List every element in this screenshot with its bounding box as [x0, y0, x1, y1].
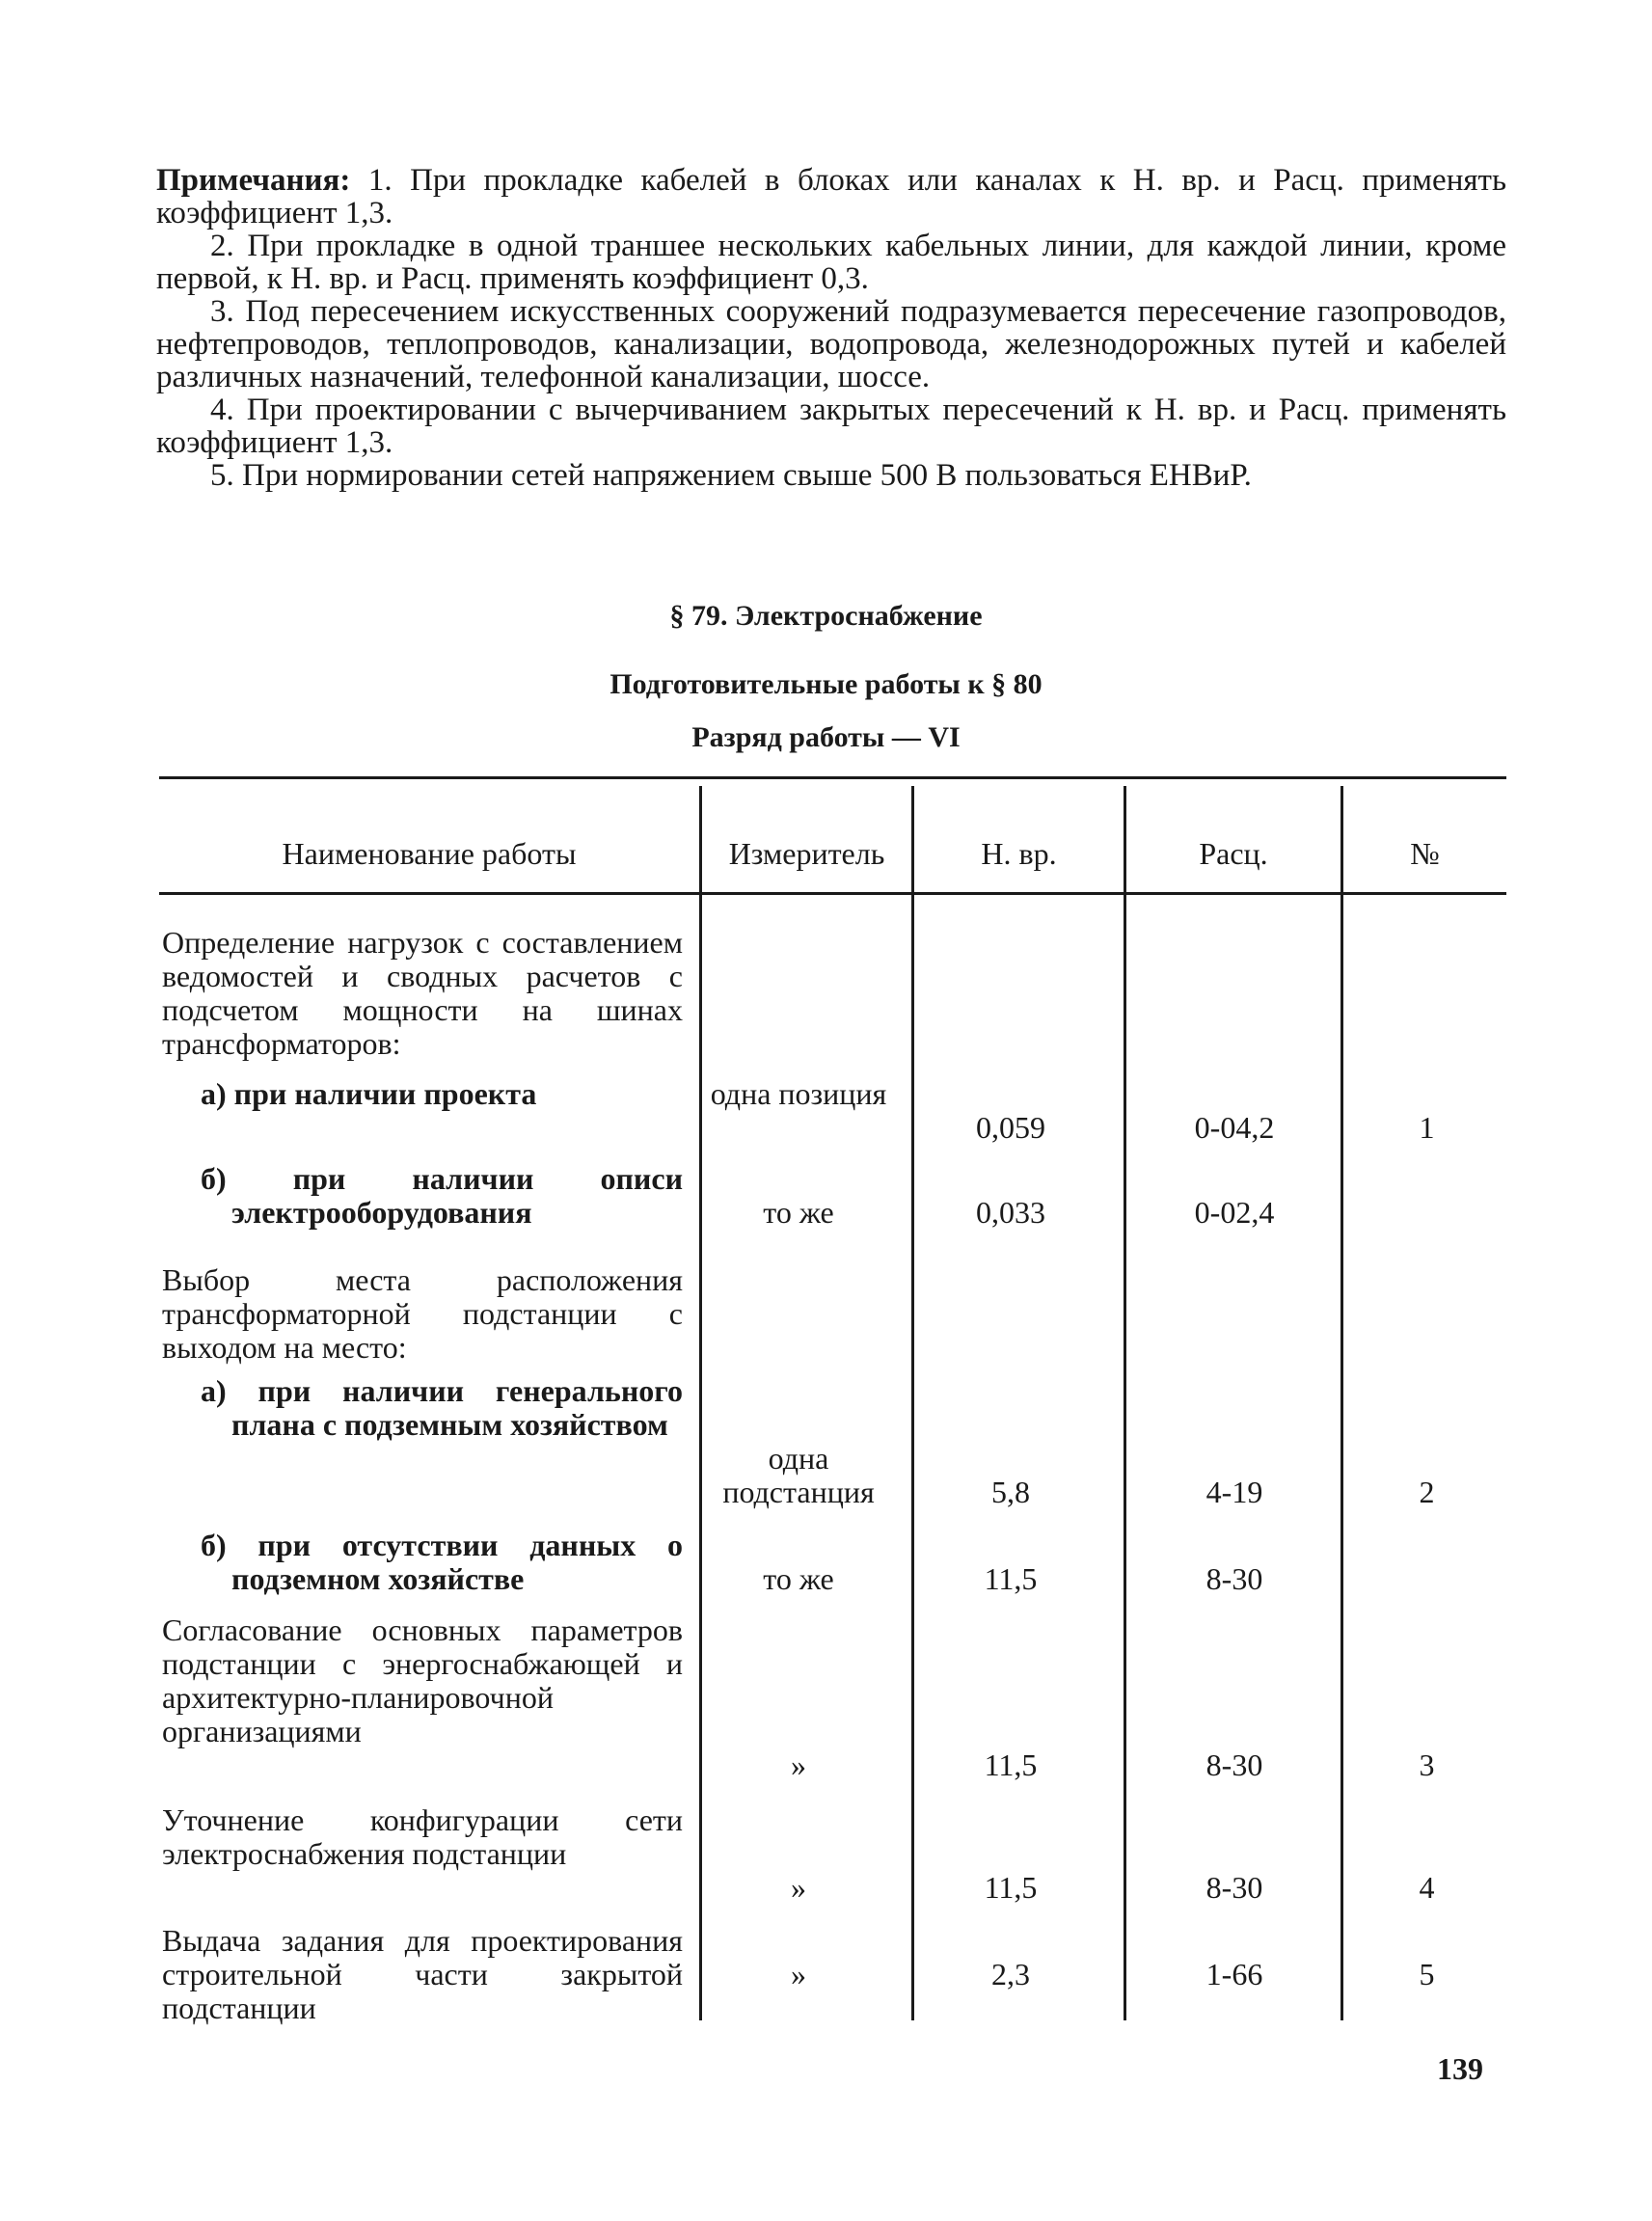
header-time-norm: Н. вр.: [981, 835, 1057, 871]
column-divider: [699, 786, 702, 2020]
notes-title: Примечания:: [156, 163, 351, 198]
column-divider: [1124, 786, 1126, 2020]
note-4: 4. При проектировании с вычерчиванием закрытых пересечений к Н. вр. и Расц. применять коэффициент 1,3.: [156, 393, 1506, 460]
table-row-rate: 0-02,4: [1194, 1195, 1275, 1230]
header-rate: Расц.: [1199, 835, 1268, 871]
note-3: 3. Под пересечением искусственных сооружений подразумевается пересечение газопроводов, нефтепроводов, теплопроводов, канализации, водопровода, железнодорожных путей и кабелей различных назначений, телефонной канализации, шоссе.: [156, 294, 1506, 394]
table-row-rate: 0-04,2: [1194, 1110, 1275, 1145]
table-row-desc: Уточнение конфигурации сети электроснабжения подстанции: [162, 1802, 683, 1871]
table-row-number: 5: [1419, 1957, 1435, 1991]
column-divider: [1341, 786, 1343, 2020]
header-work-name: Наименование работы: [282, 835, 577, 871]
table-row-measure: »: [791, 1747, 806, 1782]
note-2: 2. При прокладке в одной траншее нескольких кабельных линии, для каждой линии, кроме первой, к Н. вр. и Расц. применять коэффициент 0,3.: [156, 229, 1506, 296]
norms-table: [159, 776, 1506, 2030]
table-row-desc: б) при наличии описи электрооборудования: [201, 1161, 683, 1230]
table-row-desc: а) при наличии проекта: [201, 1076, 537, 1111]
table-row-measure: »: [791, 1870, 806, 1905]
section-title: § 79. Электроснабжение: [669, 600, 983, 632]
table-row-number: 3: [1419, 1747, 1435, 1782]
table-row-desc: Определение нагрузок с составлением ведомостей и сводных расчетов с подсчетом мощности на шинах трансформаторов:: [162, 925, 683, 1061]
table-row-desc: Согласование основных параметров подстанции с энергоснабжающей и архитектурно-планировочной организациями: [162, 1612, 683, 1748]
table-row-time-norm: 2,3: [991, 1957, 1030, 1991]
header-measure: Измеритель: [728, 835, 885, 871]
table-row-rate: 4-19: [1205, 1475, 1263, 1509]
table-row-time-norm: 11,5: [984, 1561, 1038, 1596]
table-top-rule: [159, 776, 1506, 779]
table-row-time-norm: 11,5: [984, 1870, 1038, 1905]
table-row-rate: 1-66: [1205, 1957, 1263, 1991]
table-row-desc: а) при наличии генерального плана с подземным хозяйством: [201, 1373, 683, 1442]
table-row-measure: то же: [763, 1561, 834, 1596]
table-row-time-norm: 0,033: [976, 1195, 1045, 1230]
header-bottom-rule: [159, 892, 1506, 895]
note-5: 5. При нормировании сетей напряжением свыше 500 В пользоваться ЕНВиР.: [210, 458, 1252, 493]
table-row-measure: одна подстанция: [722, 1441, 875, 1509]
table-row-time-norm: 0,059: [976, 1110, 1045, 1145]
table-row-number: 1: [1419, 1110, 1435, 1145]
table-row-time-norm: 5,8: [991, 1475, 1030, 1509]
table-row-number: 4: [1419, 1870, 1435, 1905]
table-row-rate: 8-30: [1205, 1870, 1263, 1905]
column-divider: [911, 786, 914, 2020]
table-row-desc: Выдача задания для проектирования строительной части закрытой подстанции: [162, 1923, 683, 2025]
table-row-rate: 8-30: [1205, 1747, 1263, 1782]
table-row-rate: 8-30: [1205, 1561, 1263, 1596]
table-row-measure: одна позиция: [710, 1076, 887, 1111]
header-number: №: [1410, 835, 1440, 871]
table-row-desc: Выбор места расположения трансформаторной подстанции с выходом на место:: [162, 1262, 683, 1365]
grade-label: Разряд работы — VI: [691, 721, 961, 753]
note-1: Примечания: 1. При прокладке кабелей в блоках или каналах к Н. вр. и Расц. применять коэффициент 1,3.: [156, 163, 1507, 230]
table-row-measure: то же: [763, 1195, 834, 1230]
table-row-measure: »: [791, 1957, 806, 1991]
table-row-time-norm: 11,5: [984, 1747, 1038, 1782]
table-row-number: 2: [1419, 1475, 1435, 1509]
page-number: 139: [1437, 2051, 1483, 2086]
table-row-desc: б) при отсутствии данных о подземном хозяйстве: [201, 1528, 683, 1596]
notes-block: [156, 164, 1506, 492]
subsection-title: Подготовительные работы к § 80: [609, 668, 1043, 700]
